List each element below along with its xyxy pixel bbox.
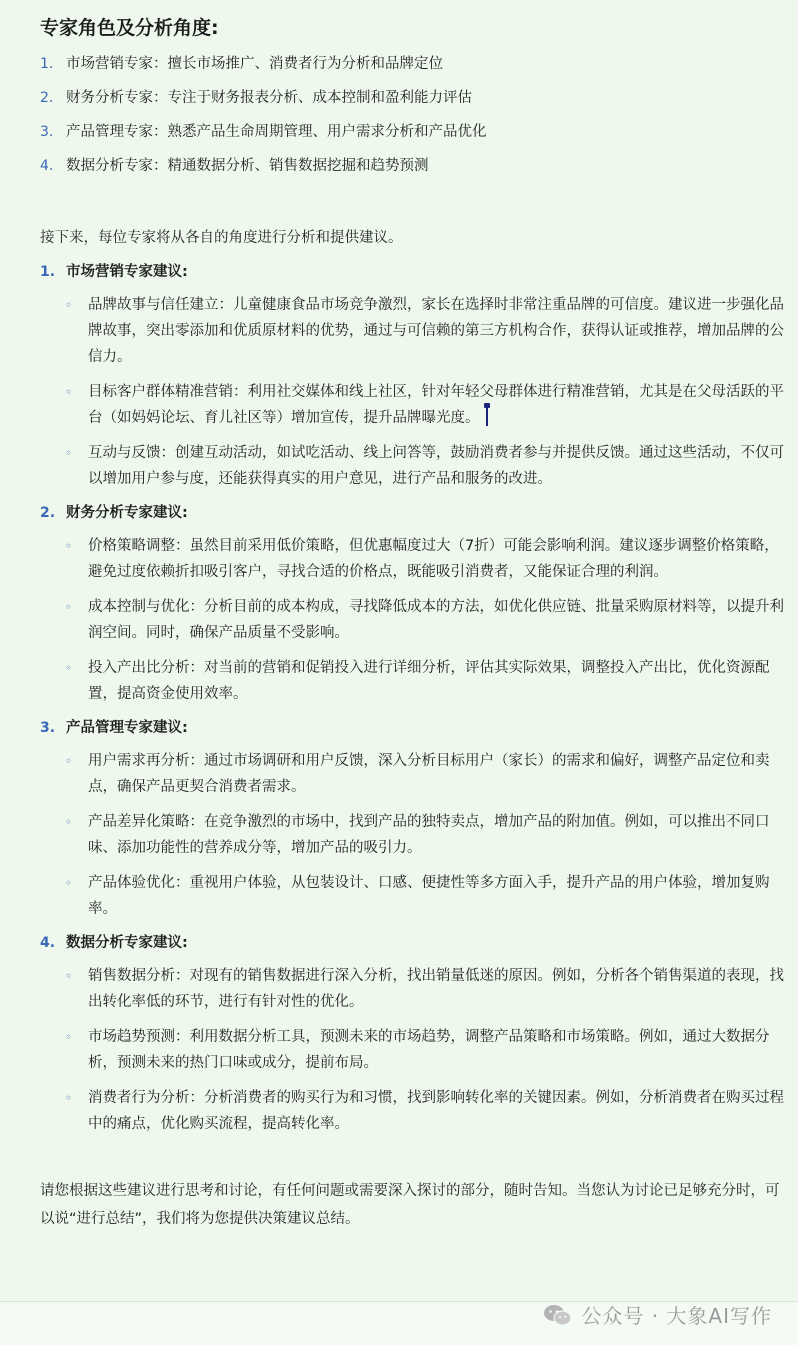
advice-text: 投入产出比分析：对当前的营销和促销投入进行详细分析，评估其实际效果，调整投入产出比，优化资源配置，提高资金使用效率。 <box>88 660 770 702</box>
role-text: 产品管理专家：熟悉产品生命周期管理、用户需求分析和产品优化 <box>66 124 487 140</box>
bullet-icon: ◦ <box>65 298 73 312</box>
bullet-icon: ◦ <box>65 1030 73 1044</box>
watermark <box>543 1300 772 1329</box>
section-heading-text: 市场营销专家建议: <box>66 264 188 280</box>
bullet-icon: ◦ <box>65 1091 73 1105</box>
section-heading-marketing <box>40 260 788 284</box>
list-item <box>65 870 788 922</box>
product-advice-list <box>40 748 788 922</box>
bullet-icon: ◦ <box>65 661 73 675</box>
bullet-icon: ◦ <box>65 539 73 553</box>
list-item <box>65 292 788 370</box>
wechat-icon <box>543 1303 573 1327</box>
bullet-icon: ◦ <box>65 815 73 829</box>
list-item <box>65 594 788 646</box>
role-text: 数据分析专家：精通数据分析、销售数据挖掘和趋势预测 <box>66 158 429 174</box>
advice-sections <box>40 260 788 1137</box>
bullet-icon: ◦ <box>65 446 73 460</box>
advice-text: 目标客户群体精准营销：利用社交媒体和线上社区，针对年轻父母群体进行精准营销，尤其是在父母活跃的平台（如妈妈论坛、育儿社区等）增加宣传，提升品牌曝光度。 <box>88 384 784 426</box>
bullet-icon: ◦ <box>65 754 73 768</box>
list-number: 2. <box>40 90 54 106</box>
list-item <box>65 533 788 585</box>
marketing-advice-list <box>40 292 788 492</box>
section-heading-finance <box>40 501 788 525</box>
bullet-icon: ◦ <box>65 600 73 614</box>
list-item <box>40 154 788 178</box>
intro-paragraph: 接下来，每位专家将从各自的角度进行分析和提供建议。 <box>40 230 403 246</box>
closing-paragraph: 请您根据这些建议进行思考和讨论，有任何问题或需要深入探讨的部分，随时告知。当您认为讨论已足够充分时，可以说“进行总结”，我们将为您提供决策建议总结。 <box>40 1183 780 1227</box>
list-item <box>40 120 788 144</box>
list-item <box>65 379 788 431</box>
section-heading-product <box>40 716 788 740</box>
finance-advice-list <box>40 533 788 707</box>
expert-roles-list <box>40 52 788 178</box>
list-number: 1. <box>40 56 54 72</box>
list-number: 3. <box>40 720 56 736</box>
advice-text: 消费者行为分析：分析消费者的购买行为和习惯，找到影响转化率的关键因素。例如，分析消费者在购买过程中的痛点，优化购买流程，提高转化率。 <box>88 1090 784 1132</box>
watermark-text: 公众号 · 大象AI写作 <box>581 1304 772 1328</box>
text-cursor-icon <box>486 406 488 426</box>
list-item <box>65 1024 788 1076</box>
section-heading-data <box>40 931 788 955</box>
advice-text: 品牌故事与信任建立：儿童健康食品市场竞争激烈，家长在选择时非常注重品牌的可信度。建议进一步强化品牌故事，突出零添加和优质原材料的优势，通过与可信赖的第三方机构合作，获得认证或推荐，增加品牌的公信力。 <box>88 297 784 365</box>
list-item <box>65 440 788 492</box>
list-item <box>65 1085 788 1137</box>
list-item <box>40 86 788 110</box>
advice-text: 产品差异化策略：在竞争激烈的市场中，找到产品的独特卖点，增加产品的附加值。例如，可以推出不同口味、添加功能性的营养成分等，增加产品的吸引力。 <box>88 814 770 856</box>
bullet-icon: ◦ <box>65 876 73 890</box>
advice-text: 产品体验优化：重视用户体验，从包装设计、口感、便捷性等多方面入手，提升产品的用户体验，增加复购率。 <box>88 875 770 917</box>
list-number: 4. <box>40 158 54 174</box>
advice-text: 成本控制与优化：分析目前的成本构成，寻找降低成本的方法，如优化供应链、批量采购原材料等，以提升利润空间。同时，确保产品质量不受影响。 <box>88 599 784 641</box>
section-heading-text: 数据分析专家建议: <box>66 935 188 951</box>
data-advice-list <box>40 963 788 1137</box>
list-item <box>65 748 788 800</box>
advice-text: 用户需求再分析：通过市场调研和用户反馈，深入分析目标用户（家长）的需求和偏好，调整产品定位和卖点，确保产品更契合消费者需求。 <box>88 753 770 795</box>
page-title: 专家角色及分析角度: <box>40 17 219 39</box>
list-item <box>65 655 788 707</box>
bullet-icon: ◦ <box>65 969 73 983</box>
list-number: 3. <box>40 124 54 140</box>
role-text: 财务分析专家：专注于财务报表分析、成本控制和盈利能力评估 <box>66 90 472 106</box>
section-heading-text: 财务分析专家建议: <box>66 505 188 521</box>
list-number: 2. <box>40 505 56 521</box>
list-item <box>65 809 788 861</box>
message-content <box>40 14 788 1233</box>
list-item <box>65 963 788 1015</box>
list-number: 1. <box>40 264 56 280</box>
bullet-icon: ◦ <box>65 385 73 399</box>
list-item <box>40 52 788 76</box>
advice-text: 价格策略调整：虽然目前采用低价策略，但优惠幅度过大（7折）可能会影响利润。建议逐步调整价格策略，避免过度依赖折扣吸引客户，寻找合适的价格点，既能吸引消费者，又能保证合理的利润。 <box>88 538 779 580</box>
advice-text: 市场趋势预测：利用数据分析工具，预测未来的市场趋势，调整产品策略和市场策略。例如，通过大数据分析，预测未来的热门口味或成分，提前布局。 <box>88 1029 770 1071</box>
list-number: 4. <box>40 935 56 951</box>
section-heading-text: 产品管理专家建议: <box>66 720 188 736</box>
advice-text: 互动与反馈：创建互动活动，如试吃活动、线上问答等，鼓励消费者参与并提供反馈。通过这些活动，不仅可以增加用户参与度，还能获得真实的用户意见，进行产品和服务的改进。 <box>88 445 784 487</box>
advice-text: 销售数据分析：对现有的销售数据进行深入分析，找出销量低迷的原因。例如，分析各个销售渠道的表现，找出转化率低的环节，进行有针对性的优化。 <box>88 968 784 1010</box>
role-text: 市场营销专家：擅长市场推广、消费者行为分析和品牌定位 <box>66 56 443 72</box>
